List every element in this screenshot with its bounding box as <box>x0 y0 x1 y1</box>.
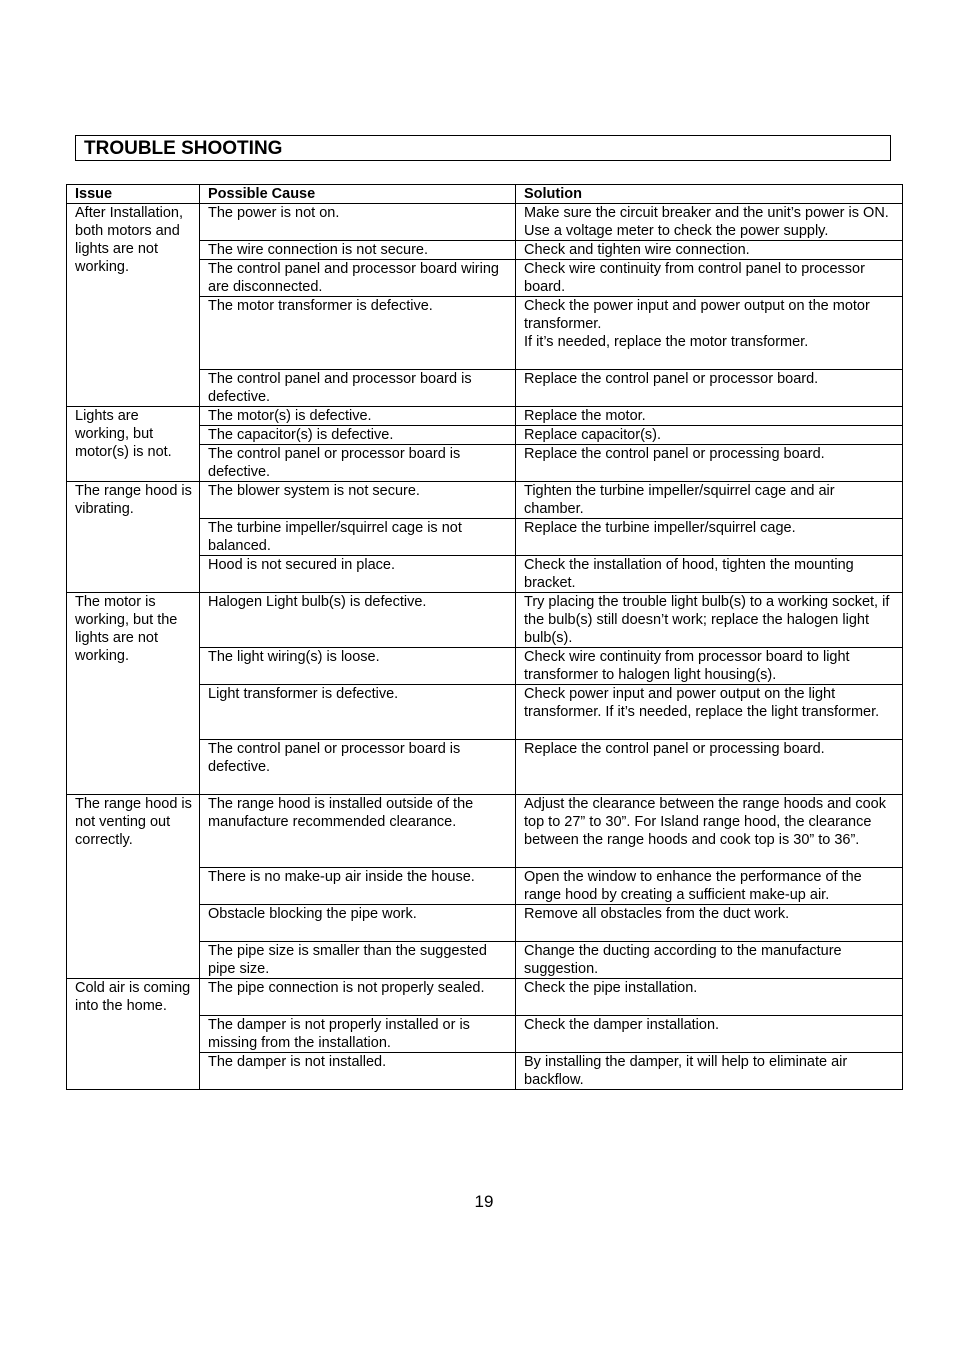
table-row <box>67 204 903 241</box>
solution-cell: Replace the control panel or processing board. <box>516 445 903 482</box>
page-number: 19 <box>474 1192 494 1211</box>
column-header-issue: Issue <box>67 185 200 204</box>
table-header-row <box>67 185 903 204</box>
solution-cell: Check the installation of hood, tighten the mounting bracket. <box>516 556 903 593</box>
cause-cell: The range hood is installed outside of the manufacture recommended clearance. <box>200 795 516 868</box>
solution-cell: Replace the motor. <box>516 407 903 426</box>
cause-cell: The damper is not installed. <box>200 1053 516 1090</box>
issue-cell: Lights are working, but motor(s) is not. <box>67 407 200 482</box>
issue-cell: The motor is working, but the lights are not working. <box>67 593 200 795</box>
solution-cell: Check the damper installation. <box>516 1016 903 1053</box>
cause-cell: Hood is not secured in place. <box>200 556 516 593</box>
solution-cell: Change the ducting according to the manufacture suggestion. <box>516 942 903 979</box>
cause-cell: The blower system is not secure. <box>200 482 516 519</box>
cause-cell: The pipe connection is not properly sealed. <box>200 979 516 1016</box>
solution-cell <box>516 297 903 370</box>
solution-cell: By installing the damper, it will help to eliminate air backflow. <box>516 1053 903 1090</box>
solution-cell: Check wire continuity from control panel to processor board. <box>516 260 903 297</box>
cause-cell: Light transformer is defective. <box>200 685 516 740</box>
cause-cell: There is no make-up air inside the house. <box>200 868 516 905</box>
cause-cell: The turbine impeller/squirrel cage is not balanced. <box>200 519 516 556</box>
cause-cell: The damper is not properly installed or is missing from the installation. <box>200 1016 516 1053</box>
troubleshooting-table <box>66 184 903 1090</box>
cause-cell: The capacitor(s) is defective. <box>200 426 516 445</box>
cause-cell: The control panel or processor board is defective. <box>200 445 516 482</box>
table-row <box>67 795 903 868</box>
issue-cell: After Installation, both motors and lights are not working. <box>67 204 200 407</box>
solution-cell: Replace the control panel or processor board. <box>516 370 903 407</box>
solution-cell: Check the pipe installation. <box>516 979 903 1016</box>
solution-cell: Make sure the circuit breaker and the unit’s power is ON. Use a voltage meter to check the power supply. <box>516 204 903 241</box>
table-row <box>67 482 903 519</box>
cause-cell: The motor transformer is defective. <box>200 297 516 370</box>
solution-cell: Check power input and power output on the light transformer. If it’s needed, replace the light transformer. <box>516 685 903 740</box>
solution-cell: Replace the turbine impeller/squirrel cage. <box>516 519 903 556</box>
solution-cell: Check and tighten wire connection. <box>516 241 903 260</box>
cause-cell: The light wiring(s) is loose. <box>200 648 516 685</box>
cause-cell: The wire connection is not secure. <box>200 241 516 260</box>
table-row <box>67 979 903 1016</box>
cause-cell: The control panel and processor board wiring are disconnected. <box>200 260 516 297</box>
column-header-solution: Solution <box>516 185 903 204</box>
cause-cell: The control panel and processor board is defective. <box>200 370 516 407</box>
cause-cell: The motor(s) is defective. <box>200 407 516 426</box>
cause-cell: Halogen Light bulb(s) is defective. <box>200 593 516 648</box>
section-header-box <box>75 135 891 161</box>
issue-cell: The range hood is vibrating. <box>67 482 200 593</box>
solution-cell: Replace the control panel or processing board. <box>516 740 903 795</box>
section-title: TROUBLE SHOOTING <box>84 138 283 159</box>
solution-line: Check the power input and power output on the motor transformer. <box>524 298 870 332</box>
cause-cell: The control panel or processor board is defective. <box>200 740 516 795</box>
column-header-cause: Possible Cause <box>200 185 516 204</box>
solution-cell: Adjust the clearance between the range hoods and cook top to 27” to 30”. For Island range hood, the clearance between the range hoods and cook top is 30” to 36”. <box>516 795 903 868</box>
solution-cell: Check wire continuity from processor board to light transformer to halogen light housing(s). <box>516 648 903 685</box>
solution-cell: Remove all obstacles from the duct work. <box>516 905 903 942</box>
solution-cell: Open the window to enhance the performance of the range hood by creating a sufficient make-up air. <box>516 868 903 905</box>
cause-cell: Obstacle blocking the pipe work. <box>200 905 516 942</box>
issue-cell: The range hood is not venting out correctly. <box>67 795 200 979</box>
cause-cell: The power is not on. <box>200 204 516 241</box>
solution-cell: Replace capacitor(s). <box>516 426 903 445</box>
solution-cell: Try placing the trouble light bulb(s) to a working socket, if the bulb(s) still doesn’t work; replace the halogen light bulb(s). <box>516 593 903 648</box>
solution-line: If it’s needed, replace the motor transformer. <box>524 334 809 350</box>
table-row <box>67 407 903 426</box>
cause-cell: The pipe size is smaller than the suggested pipe size. <box>200 942 516 979</box>
issue-cell: Cold air is coming into the home. <box>67 979 200 1090</box>
table-row <box>67 593 903 648</box>
solution-cell: Tighten the turbine impeller/squirrel cage and air chamber. <box>516 482 903 519</box>
